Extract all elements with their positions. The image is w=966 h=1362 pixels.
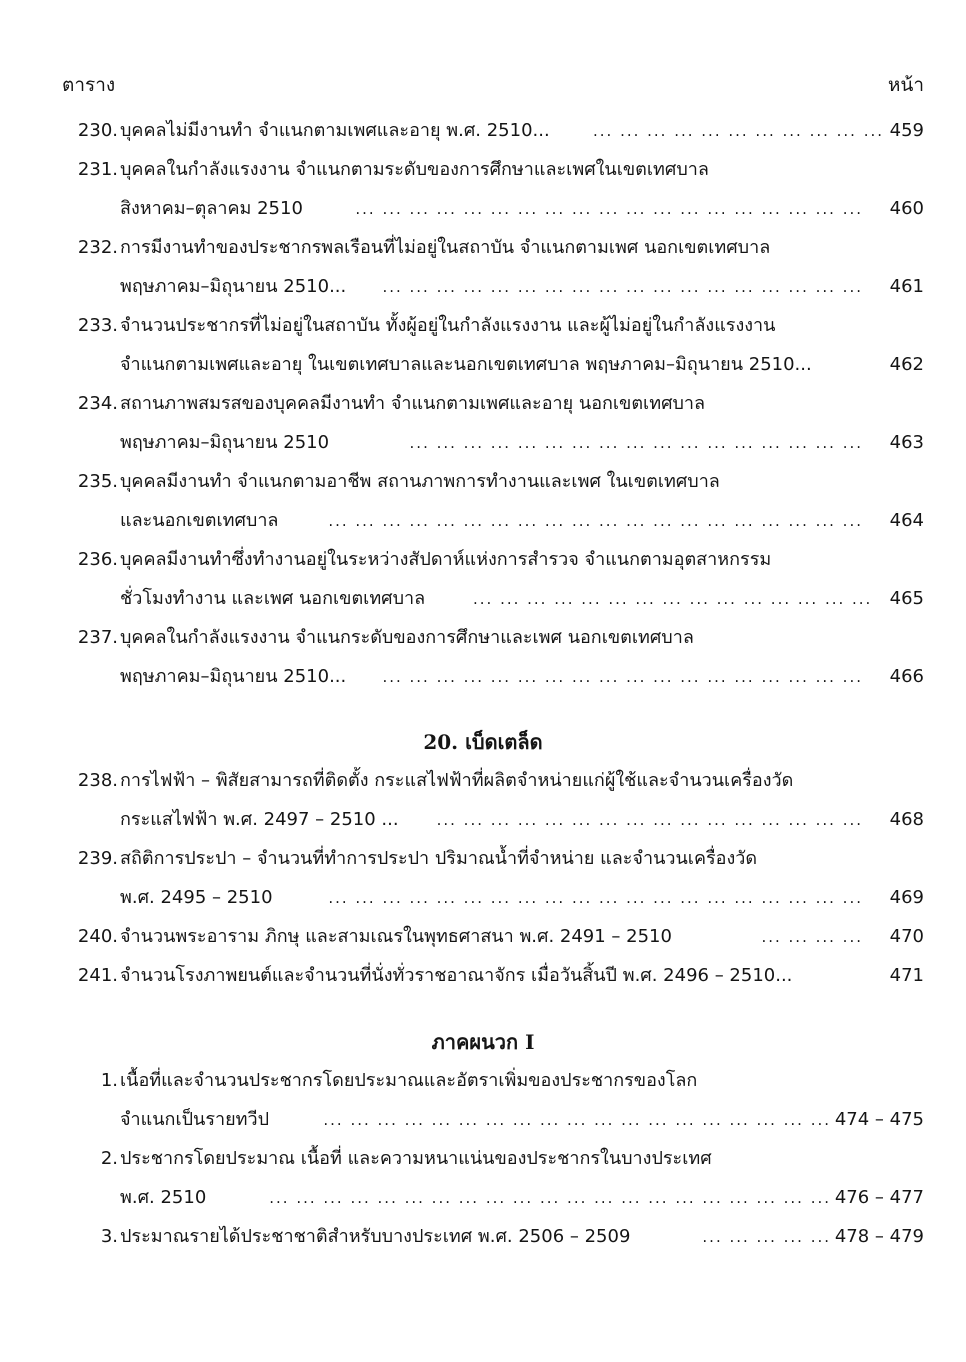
entry-title-cont: พฤษภาคม–มิถุนายน 2510...: [120, 666, 347, 687]
appendix-entry-2-cont: [0, 1183, 966, 1213]
dot-leader: ... ... ... ... ... ... ... ... ... ... ... ... ... ... ... ...: [436, 811, 863, 829]
entry-page: 460: [889, 198, 924, 219]
entry-title-cont: พฤษภาคม–มิถุนายน 2510: [120, 432, 330, 453]
toc-entry-233-cont: [0, 350, 966, 380]
toc-entry-239-cont: [0, 883, 966, 913]
toc-entry-237-cont: [0, 662, 966, 692]
appendix-entry-1: [0, 1066, 966, 1096]
toc-entry-234: [0, 389, 966, 419]
appendix-entry-1-cont: [0, 1105, 966, 1135]
toc-entry-232-cont: [0, 272, 966, 302]
toc-entry-236-cont: [0, 584, 966, 614]
entry-number: 2.: [100, 1148, 118, 1169]
entry-page: 470: [889, 926, 924, 947]
entry-number: 238.: [77, 770, 118, 791]
entry-page: 471: [889, 965, 924, 986]
entry-title: บุคคลในกำลังแรงงาน จำแนกระดับของการศึกษาและเพศ นอกเขตเทศบาล: [120, 627, 694, 648]
appendix-entry-3: [0, 1222, 966, 1252]
entry-page: 478 – 479: [834, 1226, 924, 1247]
entry-number: 232.: [77, 237, 118, 258]
toc-entry-233: [0, 311, 966, 341]
entry-title: ประมาณรายได้ประชาชาติสำหรับบางประเทศ พ.ศ. 2506 – 2509: [120, 1226, 631, 1247]
toc-entry-231-cont: [0, 194, 966, 224]
entry-page: 462: [889, 354, 924, 375]
appendix-entry-2: [0, 1144, 966, 1174]
dot-leader: ... ... ... ... ... ... ... ... ... ... ... ... ... ... ... ... ... ...: [382, 278, 863, 296]
entry-page: 466: [889, 666, 924, 687]
entry-page: 468: [889, 809, 924, 830]
toc-entry-238: [0, 766, 966, 796]
dot-leader: ... ... ... ... ... ... ... ... ... ... ... ... ... ... ...: [473, 590, 873, 608]
entry-number: 237.: [77, 627, 118, 648]
entry-number: 235.: [77, 471, 118, 492]
entry-page: 464: [889, 510, 924, 531]
entry-title-cont: จำแนกตามเพศและอายุ ในเขตเทศบาลและนอกเขตเทศบาล พฤษภาคม–มิถุนายน 2510...: [120, 354, 812, 375]
entry-number: 240.: [77, 926, 118, 947]
entry-number: 233.: [77, 315, 118, 336]
toc-entry-230: [0, 116, 966, 146]
entry-title: บุคคลมีงานทำ จำแนกตามอาชีพ สถานภาพการทำงานและเพศ ในเขตเทศบาล: [120, 471, 720, 492]
dot-leader: ... ... ... ... ... ... ... ... ... ... ...: [593, 122, 885, 140]
dot-leader: ... ... ... ... ... ... ... ... ... ... ... ... ... ... ... ... ... ... ... ...: [328, 889, 863, 907]
dot-leader: ... ... ... ... ... ... ... ... ... ... ... ... ... ... ... ... ...: [409, 434, 863, 452]
entry-title-cont: ชั่วโมงทำงาน และเพศ นอกเขตเทศบาล: [120, 588, 426, 609]
toc-entry-231: [0, 155, 966, 185]
header-page-label: หน้า: [887, 74, 924, 96]
entry-title-cont: พ.ศ. 2495 – 2510: [120, 887, 273, 908]
header-table-label: ตาราง: [62, 74, 116, 96]
toc-entry-238-cont: [0, 805, 966, 835]
entry-title: บุคคลในกำลังแรงงาน จำแนกตามระดับของการศึกษาและเพศในเขตเทศบาล: [120, 159, 709, 180]
entry-page: 474 – 475: [834, 1109, 924, 1130]
toc-entry-232: [0, 233, 966, 263]
entry-title: การมีงานทำของประชากรพลเรือนที่ไม่อยู่ในสถาบัน จำแนกตามเพศ นอกเขตเทศบาล: [120, 237, 771, 258]
entry-title-cont: กระแสไฟฟ้า พ.ศ. 2497 – 2510 ...: [120, 809, 399, 830]
entry-number: 231.: [77, 159, 118, 180]
entry-page: 469: [889, 887, 924, 908]
toc-entry-234-cont: [0, 428, 966, 458]
entry-title: สถานภาพสมรสของบุคคลมีงานทำ จำแนกตามเพศและอายุ นอกเขตเทศบาล: [120, 393, 706, 414]
entry-title-cont: พ.ศ. 2510: [120, 1187, 207, 1208]
toc-entry-237: [0, 623, 966, 653]
entry-page: 459: [889, 120, 924, 141]
entry-title: การไฟฟ้า – พิสัยสามารถที่ติดตั้ง กระแสไฟฟ้าที่ผลิตจำหน่ายแก่ผู้ใช้และจำนวนเครื่องวัด: [120, 770, 794, 791]
dot-leader: ... ... ... ... ... ... ... ... ... ... ... ... ... ... ... ... ... ... ... ... ...: [269, 1189, 831, 1207]
entry-title: สถิติการประปา – จำนวนที่ทำการประปา ปริมาณน้ำที่จำหน่าย และจำนวนเครื่องวัด: [120, 848, 758, 869]
entry-number: 236.: [77, 549, 118, 570]
toc-entry-240: [0, 922, 966, 952]
dot-leader: ... ... ... ...: [761, 928, 863, 946]
entry-title-cont: และนอกเขตเทศบาล: [120, 510, 279, 531]
entry-number: 239.: [77, 848, 118, 869]
entry-page: 463: [889, 432, 924, 453]
entry-title: จำนวนพระอาราม ภิกษุ และสามเณรในพุทธศาสนา พ.ศ. 2491 – 2510: [120, 926, 672, 947]
entry-page: 476 – 477: [834, 1187, 924, 1208]
entry-title: จำนวนโรงภาพยนต์และจำนวนที่นั่งทั่วราชอาณาจักร เมื่อวันสิ้นปี พ.ศ. 2496 – 2510...: [120, 965, 793, 986]
entry-title: บุคคลมีงานทำซึ่งทำงานอยู่ในระหว่างสัปดาห์แห่งการสำรวจ จำแนกตามอุตสาหกรรม: [120, 549, 772, 570]
toc-entry-235: [0, 467, 966, 497]
entry-title: ประชากรโดยประมาณ เนื้อที่ และความหนาแน่นของประชากรในบางประเทศ: [120, 1148, 712, 1169]
dot-leader: ... ... ... ... ... ... ... ... ... ... ... ... ... ... ... ... ... ...: [382, 668, 863, 686]
entry-page: 461: [889, 276, 924, 297]
toc-entry-241: [0, 961, 966, 991]
entry-number: 230.: [77, 120, 118, 141]
entry-number: 1.: [100, 1070, 118, 1091]
section-heading-20: 20. เบ็ดเตล็ด: [423, 730, 543, 754]
toc-entry-235-cont: [0, 506, 966, 536]
dot-leader: ... ... ... ... ...: [702, 1228, 831, 1246]
dot-leader: ... ... ... ... ... ... ... ... ... ... ... ... ... ... ... ... ... ... ... ...: [328, 512, 863, 530]
entry-number: 241.: [77, 965, 118, 986]
toc-entry-239: [0, 844, 966, 874]
dot-leader: ... ... ... ... ... ... ... ... ... ... ... ... ... ... ... ... ... ... ...: [323, 1111, 831, 1129]
entry-title-cont: สิงหาคม–ตุลาคม 2510: [120, 198, 303, 219]
entry-page: 465: [889, 588, 924, 609]
entry-number: 3.: [100, 1226, 118, 1247]
entry-title-cont: พฤษภาคม–มิถุนายน 2510...: [120, 276, 347, 297]
entry-title-cont: จำแนกเป็นรายทวีป: [120, 1109, 270, 1130]
entry-title: บุคคลไม่มีงานทำ จำแนกตามเพศและอายุ พ.ศ. 2510...: [120, 120, 550, 141]
toc-entry-236: [0, 545, 966, 575]
entry-title: เนื้อที่และจำนวนประชากรโดยประมาณและอัตราเพิ่มของประชากรของโลก: [120, 1070, 698, 1091]
entry-title: จำนวนประชากรที่ไม่อยู่ในสถาบัน ทั้งผู้อยู่ในกำลังแรงงาน และผู้ไม่อยู่ในกำลังแรงงาน: [120, 315, 776, 336]
dot-leader: ... ... ... ... ... ... ... ... ... ... ... ... ... ... ... ... ... ... ...: [355, 200, 863, 218]
entry-number: 234.: [77, 393, 118, 414]
appendix-heading: ภาคผนวก I: [431, 1030, 535, 1054]
